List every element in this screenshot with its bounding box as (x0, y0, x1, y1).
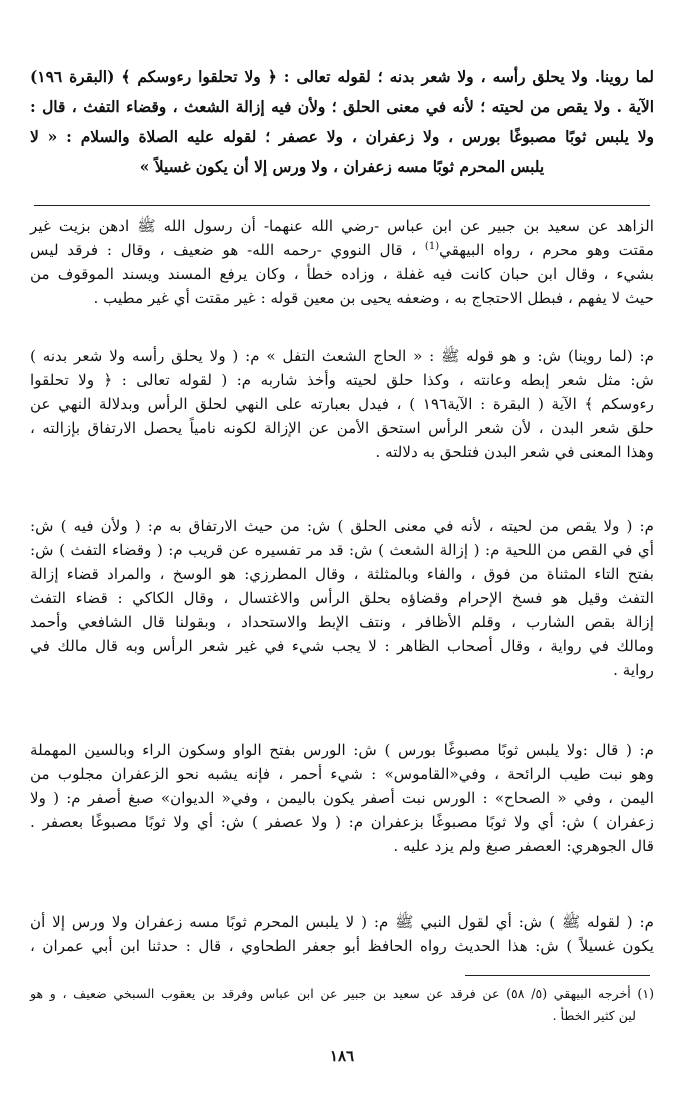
footnote-line: (١) أخرجه البيهقي (٥/ ٥٨) عن فرقد عن سعيد بن جبير عن ابن عباس وفرقد بن يعقوب السبخي ضعيف ، و هو (30, 986, 654, 1001)
sharh-paragraph-2 (30, 344, 654, 464)
sharh-line: اليمن ، وفي « الصحاح» : الورس نبت أصفر يكون باليمن ، وفي« الديوان» صبغ أصفر م: ( ولا (30, 789, 654, 807)
sharh-line: حيث لا يفهم ، فبطل الاحتجاج به ، وضعفه يحيى بن معين قوله : غير مقتت أي غير مطيب . (93, 289, 654, 307)
sharh-line: رءوسكم ﴾ الآية ( البقرة : الآية١٩٦ ) ، فيدل بعبارته على النهي لحلق الرأس وبدلالة النهي عن (30, 395, 655, 413)
sharh-paragraph-3 (30, 514, 654, 682)
sharh-line: م: ( قال :ولا يلبس ثوبًا مصبوغًا بورس ) ش: الورس بفتح الواو وسكون الراء وبالسين المهملة (30, 741, 654, 759)
sharh-paragraph-4 (30, 738, 654, 858)
sharh-line-part: ، قال النووي -رحمه الله- هو ضعيف ، وقال : فرقد ليس (30, 241, 425, 259)
sharh-line: إزالة بقص الشارب ، وقلم الأظافر ، ونتف الإبط والاستحداد ، وبقولنا قال الشافعي وأحمد (30, 613, 654, 631)
sharh-line: وهذا المعنى في شعر البدن فتلحق به دلالته . (375, 443, 654, 461)
sharh-paragraph-1 (30, 214, 654, 310)
sharh-line: بشيء ، وقال ابن حبان كانت فيه غفلة ، وزاده خطأ ، وكان يرفع المسند ويسند الموقوف من (30, 265, 654, 283)
sharh-line: ومالك في رواية ، وقال أصحاب الظاهر : لا يجب شيء في غير شعر الرأس وبه قال مالك في (30, 637, 654, 655)
matn-text (30, 62, 654, 182)
sharh-paragraph-5 (30, 910, 654, 958)
matn-divider (34, 205, 650, 206)
sharh-line: بفتح التاء المثناة من فوق ، والفاء وبالمثلثة ، وقال المطرزي: هو الوسخ ، والمراد قضاء إزالة (30, 565, 654, 583)
sharh-line (30, 238, 654, 262)
matn-line: يلبس المحرم ثوبًا مسه زعفران ، ولا ورس إلا أن يكون غسيلاً » (139, 158, 545, 176)
sharh-line: حلق شعر البدن ، لأن شعر الرأس استحق الأمن عن الإزالة لكونه نامياً يحصل الارتفاق بإزالته ، (30, 419, 654, 437)
matn-line: الآية . ولا يقص من لحيته ؛ لأنه في معنى الحلق ؛ ولأن فيه إزالة الشعث ، وقضاء التفث ، قال : (30, 98, 654, 116)
sharh-line: م: ( ولا يقص من لحيته ، لأنه في معنى الحلق ) ش: من حيث الارتفاق به م: ( ولأن فيه ) ش: (30, 517, 654, 535)
book-page (30, 0, 654, 1097)
matn-line: ولا يلبس ثوبًا مصبوغًا بورس ، ولا زعفران ، ولا عصفر ؛ لقوله عليه الصلاة والسلام : « لا (30, 128, 654, 146)
sharh-line-part: مقتت وهو محرم ، رواه البيهقي (439, 241, 654, 259)
sharh-line: قال الجوهري: العصفر صبغ ولم يزد عليه . (393, 837, 654, 855)
sharh-line: التفث وقيل هو فسخ الإحرام وقضاؤه بحلق الرأس والاغتسال ، وقال الكاكي : قضاء التفث (30, 589, 654, 607)
sharh-line: يكون غسيلاً ) ش: هذا الحديث رواه الحافظ أبو جعفر الطحاوي ، قال : حدثنا ابن أبي عمران ، (30, 937, 654, 955)
footnote-line: لين كثير الخطأ . (552, 1008, 636, 1023)
sharh-line: م: ( لقوله ﷺ ) ش: أي لقول النبي ﷺ م: ( لا يلبس المحرم ثوبًا مسه زعفران ولا ورس إلا أن (30, 913, 654, 931)
sharh-line: أي في القص من اللحية م: ( إزالة الشعث ) ش: قد مر تفسيره عن قريب م: ( وقضاء التفث ) ش: (30, 541, 654, 559)
sharh-line: ش: مثل شعر إبطه وعانته ، وكذا حلق لحيته وأخذ شاربه م: ( لقوله تعالى : ﴿ ولا تحلقوا (30, 371, 654, 389)
footnote-ref[interactable]: (1) (424, 240, 440, 252)
page-number: ١٨٦ (329, 1047, 355, 1065)
footnote (30, 983, 654, 1027)
sharh-line: م: (لما روينا) ش: و هو قوله ﷺ : « الحاج الشعث التفل » م: ( ولا يحلق رأسه ولا شعر بدنه ) (30, 347, 654, 365)
sharh-line: الزاهد عن سعيد بن جبير عن ابن عباس -رضي الله عنهما- أن رسول الله ﷺ ادهن بزيت غير (30, 217, 654, 235)
matn-line: لما روينا. ولا يحلق رأسه ، ولا شعر بدنه ؛ لقوله تعالى : ﴿ ولا تحلقوا رءوسكم ﴾ (البقرة ١٩٦) (30, 68, 654, 86)
sharh-line: زعفران ) ش: أي ولا ثوبًا مصبوغًا بزعفران م: ( ولا عصفر ) ش: أي ولا ثوبًا مصبوغًا بعصفر . (30, 813, 654, 831)
sharh-line: رواية . (613, 661, 654, 679)
footnote-divider (465, 975, 650, 976)
sharh-line: وهو نبت طيب الرائحة ، وفي«القاموس» : شيء أحمر ، فإنه يشبه نحو الزعفران مجلوب من (30, 765, 654, 783)
